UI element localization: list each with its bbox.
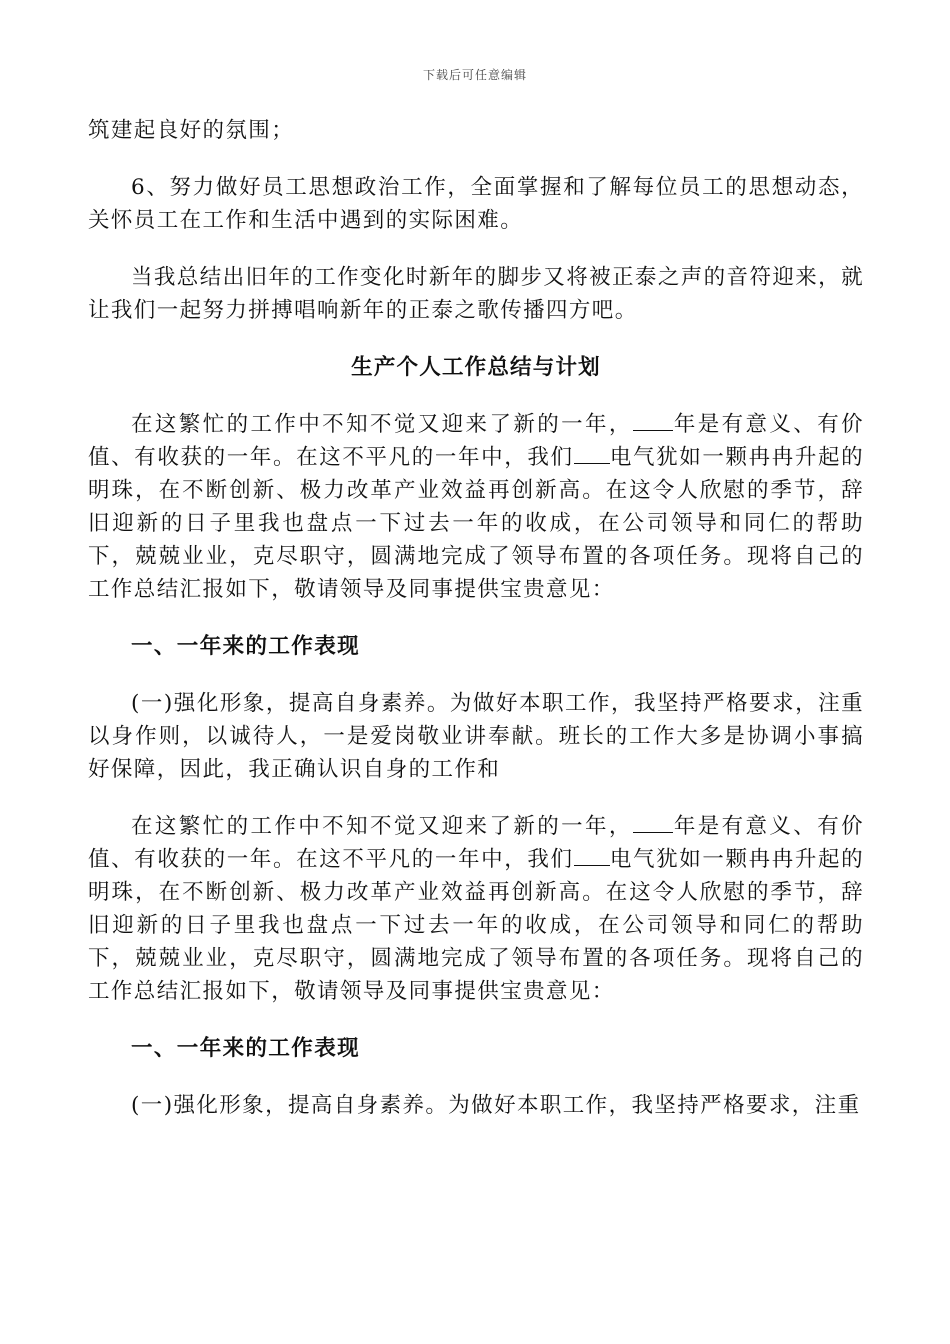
document-body (88, 114, 864, 1122)
paragraph (88, 408, 864, 606)
section-title: 生产个人工作总结与计划 (351, 355, 601, 380)
paragraph: 6、努力做好员工思想政治工作，全面掌握和了解每位员工的思想动态，关怀员工在工作和生活中遇到的实际困难。 (88, 175, 864, 233)
subsection-heading: 一、一年来的工作表现 (131, 1036, 361, 1061)
blank-line (574, 442, 610, 465)
paragraph: 当我总结出旧年的工作变化时新年的脚步又将被正泰之声的音符迎来，就让我们一起努力拼搏唱响新年的正泰之歌传播四方吧。 (88, 265, 864, 323)
blank-line (633, 409, 673, 432)
page-header: 下载后可任意编辑 (422, 68, 527, 82)
paragraph-text: 电气犹如一颗冉冉升起的明珠，在不断创新、极力改革产业效益再创新高。在这令人欣慰的季节，辞旧迎新的日子里我也盘点一下过去一年的收成，在公司领导和同仁的帮助下，兢兢业业，克尽职守，圆满地完成了领导布置的各项任务。现将自己的工作总结汇报如下，敬请领导及同事提供宝贵意见： (88, 847, 864, 1004)
paragraph: (一)强化形象，提高自身素养。为做好本职工作，我坚持严格要求，注重 (131, 1093, 861, 1118)
blank-line (633, 811, 673, 834)
paragraph: (一)强化形象，提高自身素养。为做好本职工作，我坚持严格要求，注重以身作则，以诚待人，一是爱岗敬业讲奉献。班长的工作大多是协调小事搞好保障，因此，我正确认识自身的工作和 (88, 691, 864, 782)
paragraph-text: 年是有意义、有价值、有收获的一年。在这不平凡的一年中，我们 (88, 412, 864, 470)
paragraph-text: 年是有意义、有价值、有收获的一年。在这不平凡的一年中，我们 (88, 814, 864, 872)
paragraph-text: 在这繁忙的工作中不知不觉又迎来了新的一年， (131, 814, 633, 839)
paragraph: 筑建起良好的氛围； (88, 118, 295, 143)
paragraph (88, 810, 864, 1008)
subsection-heading: 一、一年来的工作表现 (131, 634, 361, 659)
blank-line (574, 844, 610, 867)
paragraph-text: 在这繁忙的工作中不知不觉又迎来了新的一年， (131, 412, 633, 437)
paragraph-text: 电气犹如一颗冉冉升起的明珠，在不断创新、极力改革产业效益再创新高。在这令人欣慰的季节，辞旧迎新的日子里我也盘点一下过去一年的收成，在公司领导和同仁的帮助下，兢兢业业，克尽职守，圆满地完成了领导布置的各项任务。现将自己的工作总结汇报如下，敬请领导及同事提供宝贵意见： (88, 445, 864, 602)
